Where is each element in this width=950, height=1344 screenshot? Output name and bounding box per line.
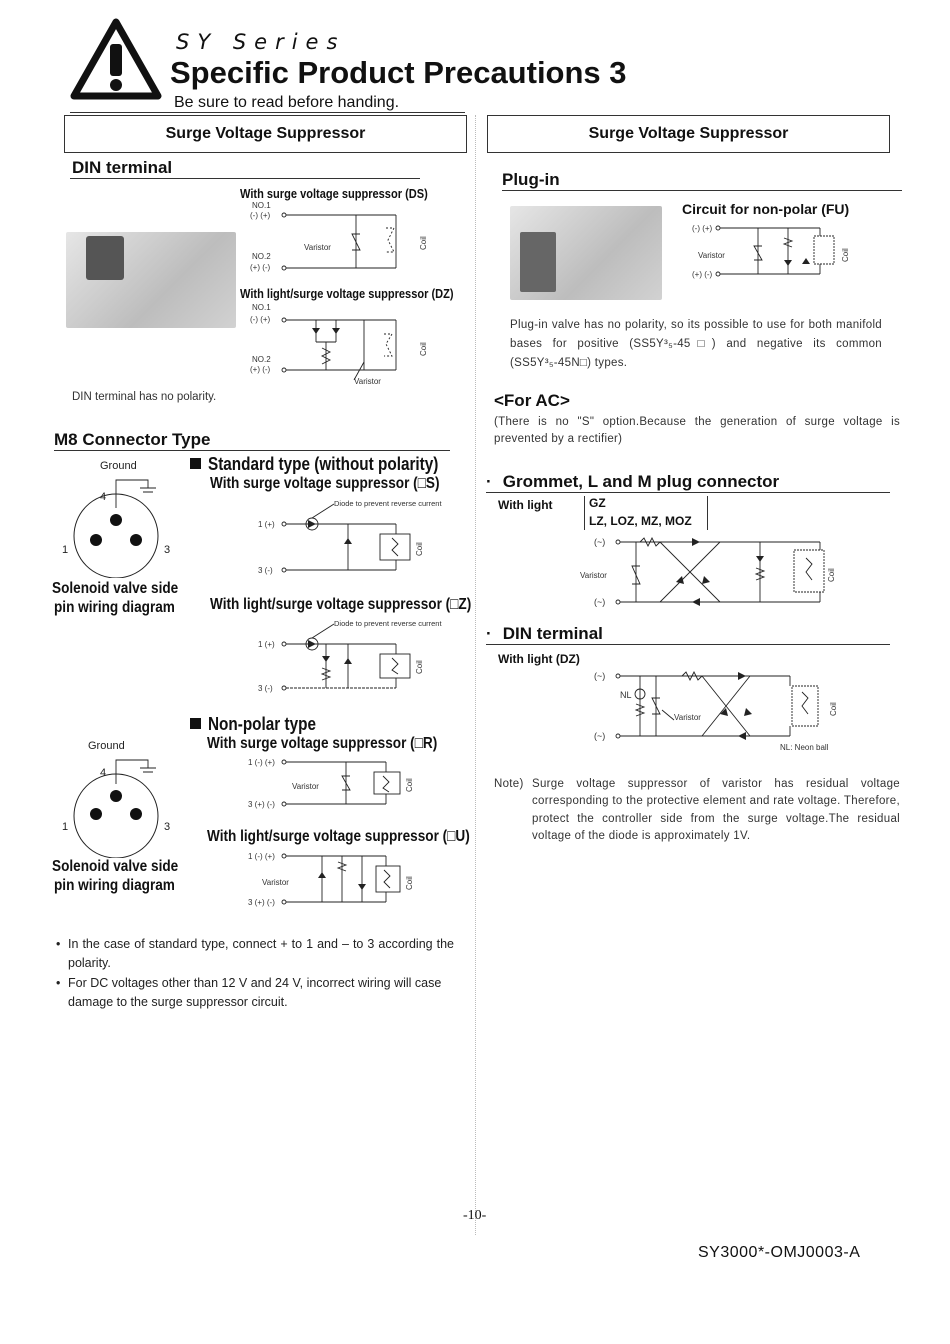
- std-z-pin3: 3 (-): [258, 684, 273, 693]
- std-z-pin1: 1 (+): [258, 640, 275, 649]
- nonpolar-bullet-icon: [190, 718, 201, 729]
- std-s-coil: Coil: [415, 542, 424, 556]
- pin1-3: 3: [164, 544, 171, 556]
- pin-caption-1b: pin wiring diagram: [54, 599, 175, 616]
- nonpolar-heading: Non-polar type: [208, 714, 316, 734]
- np-r-label: With surge voltage suppressor (□R): [207, 735, 438, 752]
- din-ac-circuit: [590, 664, 860, 754]
- left-section-box: [64, 115, 467, 153]
- model-lz-list: LZ, LOZ, MZ, MOZ: [589, 514, 692, 528]
- column-divider: [475, 115, 476, 1235]
- np-u-circuit: [246, 848, 446, 910]
- din-connector-block: [86, 236, 124, 280]
- pin1-4: 4: [100, 491, 107, 503]
- din-ds-circuit: [246, 200, 446, 278]
- din-note: DIN terminal has no polarity.: [72, 391, 217, 403]
- dz-pos-neg: (+) (-): [250, 365, 271, 374]
- bullet-list: [56, 935, 454, 1013]
- pin1-ground: Ground: [100, 460, 137, 472]
- note-text: Surge voltage suppressor of varistor has residual voltage corresponding to the protective element and rate voltage. Therefore, protect the controller side from the surge voltage.The residual voltage of the diode is approximately 1V.: [532, 778, 900, 842]
- model-gz: GZ: [589, 496, 606, 510]
- page-subtitle: Be sure to read before handing.: [174, 94, 400, 111]
- fu-label: Circuit for non-polar (FU): [682, 201, 850, 217]
- grommet-heading-text: Grommet, L and M plug connector: [502, 472, 780, 491]
- din-coil: Coil: [829, 702, 838, 716]
- fu-coil: Coil: [841, 248, 850, 262]
- grommet-heading: [486, 472, 890, 493]
- grommet-coil: Coil: [827, 568, 836, 582]
- np-u-coil: Coil: [405, 876, 414, 890]
- np-r-pin1: 1 (-) (+): [248, 758, 275, 767]
- np-u-label: With light/surge voltage suppressor (□U): [207, 828, 470, 845]
- standard-bullet-icon: [190, 458, 201, 469]
- np-r-varistor: Varistor: [292, 782, 319, 791]
- std-s-pin3: 3 (-): [258, 566, 273, 575]
- din-ac-bottom: (~): [594, 731, 606, 741]
- np-u-pin1: 1 (-) (+): [248, 852, 275, 861]
- bullet-text-1: In the case of standard type, connect + to 1 and – to 3 according the polarity.: [68, 937, 454, 971]
- dz-coil: Coil: [419, 342, 428, 356]
- np-r-coil: Coil: [405, 778, 414, 792]
- din-ac-top: (~): [594, 671, 606, 681]
- din-ds-label: With surge voltage suppressor (DS): [240, 186, 428, 201]
- std-s-diode-label: Diode to prevent reverse current: [334, 499, 442, 508]
- grommet-ac-top: (~): [594, 537, 606, 547]
- std-z-diode-label: Diode to prevent reverse current: [334, 619, 442, 628]
- din-terminal-heading-text: DIN terminal: [72, 158, 173, 177]
- std-z-label: With light/surge voltage suppressor (□Z): [210, 596, 472, 613]
- grommet-with-light: With light: [498, 498, 553, 512]
- dz-no1: NO.1: [252, 303, 271, 312]
- ds-no2: NO.2: [252, 252, 271, 261]
- grommet-varistor: Varistor: [580, 571, 607, 580]
- bullet-item-1: [56, 935, 454, 974]
- warning-triangle-icon: [70, 18, 162, 100]
- right-din-heading-text: DIN terminal: [502, 624, 603, 643]
- grommet-circuit: [580, 532, 860, 612]
- std-z-circuit: [256, 616, 456, 700]
- std-s-circuit: [256, 496, 456, 582]
- fu-circuit: [690, 218, 870, 284]
- std-s-pin1: 1 (+): [258, 520, 275, 529]
- np-r-pin3: 3 (+) (-): [248, 800, 275, 809]
- std-z-coil: Coil: [415, 660, 424, 674]
- fu-varistor: Varistor: [698, 251, 725, 260]
- m8-connector-heading-text: M8 Connector Type: [54, 430, 211, 449]
- pin-wiring-diagram-2: [56, 738, 186, 858]
- plugin-heading-text: Plug-in: [502, 170, 560, 189]
- bullet-item-2: [56, 974, 454, 1013]
- for-ac-heading: <For AC>: [494, 391, 570, 410]
- pin-wiring-diagram-1: [56, 458, 186, 578]
- ds-pos-neg: (+) (-): [250, 263, 271, 272]
- header-rule: [70, 112, 465, 113]
- bullet-dot-icon: •: [56, 975, 61, 990]
- din-varistor: Varistor: [674, 713, 701, 722]
- bullet-text-2: For DC voltages other than 12 V and 24 V, incorrect wiring will case damage to the surge suppressor circuit.: [68, 975, 442, 1010]
- plugin-text: Plug-in valve has no polarity, so its possible to use for both manifold bases for positive (SS5Y³₅-45□) and negative its common (SS5Y³₅-45N□) types.: [510, 319, 882, 369]
- grommet-bullet-icon: ·: [486, 472, 492, 491]
- pin-caption-2b: pin wiring diagram: [54, 877, 175, 894]
- dz-varistor: Varistor: [354, 377, 381, 386]
- ds-varistor: Varistor: [304, 243, 331, 252]
- ds-neg-pos: (-) (+): [250, 211, 271, 220]
- ds-coil: Coil: [419, 236, 428, 250]
- page-title: Specific Product Precautions 3: [170, 55, 627, 90]
- right-din-heading: [486, 624, 890, 645]
- series-name: SY Series: [176, 30, 346, 54]
- pin2-4: 4: [100, 767, 107, 779]
- pin2-1: 1: [62, 821, 69, 833]
- note-label: Note): [494, 778, 524, 790]
- dz-neg-pos: (-) (+): [250, 315, 271, 324]
- ds-no1: NO.1: [252, 201, 271, 210]
- model-bracket: [584, 496, 708, 530]
- right-section-box: [487, 115, 890, 153]
- plugin-body-block: [520, 232, 556, 292]
- din-dz-label: With light/surge voltage suppressor (DZ): [240, 286, 454, 301]
- din-bullet-icon: ·: [486, 624, 492, 643]
- left-section-title: Surge Voltage Suppressor: [165, 125, 366, 142]
- for-ac-text: (There is no "S" option.Because the generation of surge voltage is prevented by a rectifier): [494, 416, 900, 446]
- din-nl: NL: [620, 690, 632, 700]
- np-r-circuit: [246, 754, 446, 814]
- dz-no2: NO.2: [252, 355, 271, 364]
- page-number: -10-: [463, 1208, 487, 1223]
- with-light-dz: With light (DZ): [498, 652, 580, 666]
- fu-pos-neg: (+) (-): [692, 270, 713, 279]
- m8-connector-heading: [54, 430, 450, 451]
- np-u-pin3: 3 (+) (-): [248, 898, 275, 907]
- bullet-dot-icon: •: [56, 937, 61, 951]
- np-u-varistor: Varistor: [262, 878, 289, 887]
- right-section-title: Surge Voltage Suppressor: [588, 125, 789, 142]
- plugin-heading: [502, 170, 902, 191]
- din-dz-circuit: [246, 300, 446, 386]
- pin2-3: 3: [164, 821, 171, 833]
- neon-ball-label: NL: Neon ball: [780, 743, 829, 752]
- document-code: SY3000*-OMJ0003-A: [698, 1244, 861, 1261]
- grommet-ac-bottom: (~): [594, 597, 606, 607]
- fu-neg-pos: (-) (+): [692, 224, 713, 233]
- pin2-ground: Ground: [88, 740, 125, 752]
- standard-type-heading: Standard type (without polarity): [208, 454, 439, 474]
- pin-caption-2a: Solenoid valve side: [52, 858, 179, 875]
- std-s-label: With surge voltage suppressor (□S): [210, 475, 440, 492]
- pin1-1: 1: [62, 544, 69, 556]
- din-terminal-heading: [70, 158, 420, 179]
- pin-caption-1a: Solenoid valve side: [52, 580, 179, 597]
